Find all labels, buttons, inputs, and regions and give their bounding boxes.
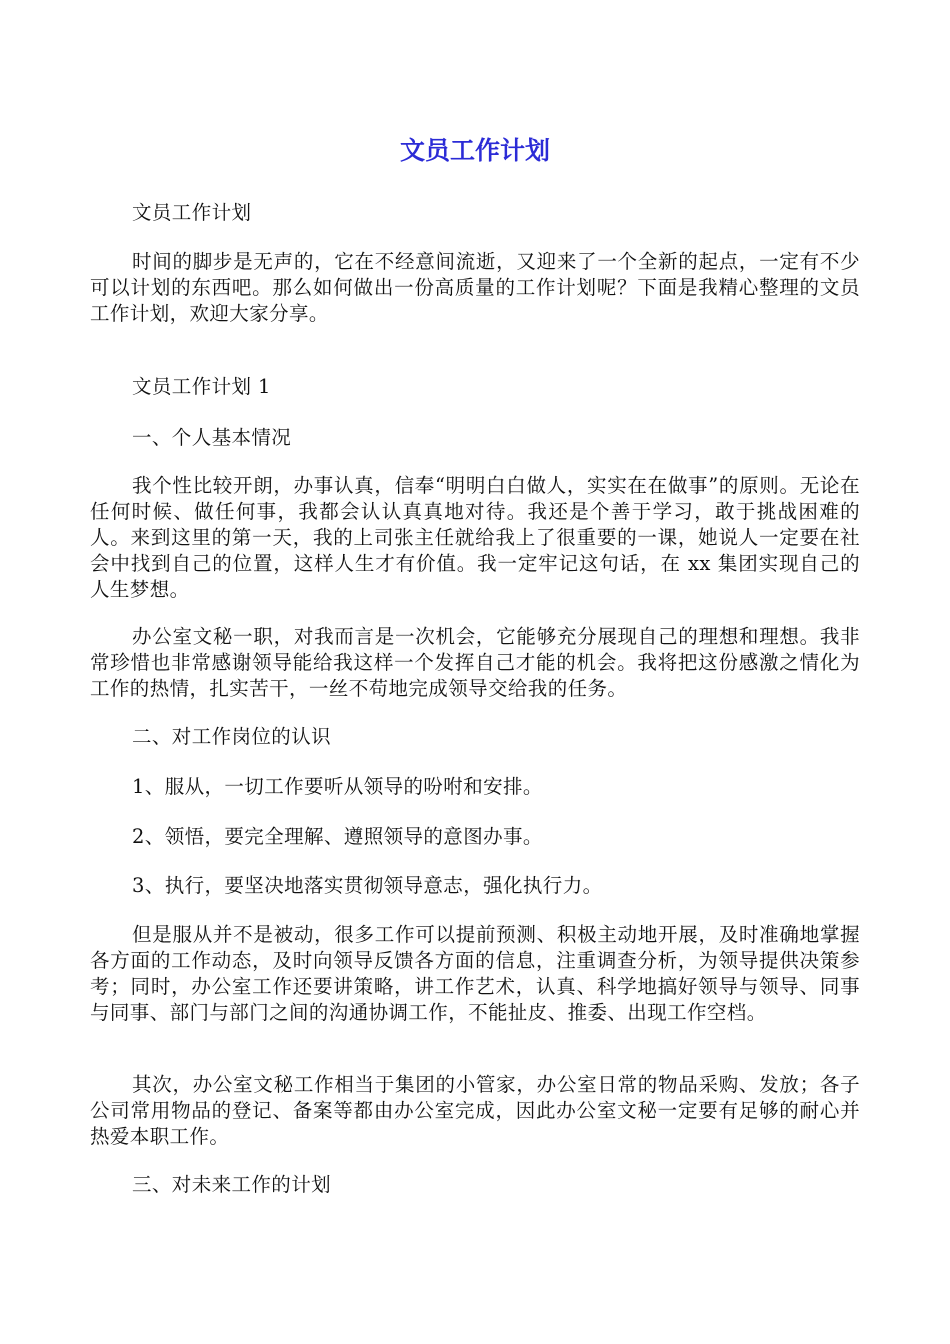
document-title: 文员工作计划 bbox=[399, 136, 550, 165]
plan-heading: 文员工作计划 1 bbox=[132, 375, 271, 398]
section-heading-1: 一、个人基本情况 bbox=[132, 426, 292, 449]
list-item-3: 3、执行，要坚决地落实贯彻领导意志，强化执行力。 bbox=[132, 874, 603, 897]
subtitle-paragraph: 文员工作计划 bbox=[132, 201, 252, 224]
body-paragraph-role: 办公室文秘一职，对我而言是一次机会，它能够充分展现自己的理想和理想。我非常珍惜也非常感谢领导能给我这样一个发挥自己才能的机会。我将把这份感激之情化为工作的热情，扎实苦干，一丝不苟地完成领导交给我的任务。 bbox=[90, 625, 860, 700]
body-paragraph-obedience: 但是服从并不是被动，很多工作可以提前预测、积极主动地开展，及时准确地掌握各方面的工作动态，及时向领导反馈各方面的信息，注重调查分析，为领导提供决策参考；同时，办公室工作还要讲策略，讲工作艺术，认真、科学地搞好领导与领导、同事与同事、部门与部门之间的沟通协调工作，不能扯皮、推委、出现工作空档。 bbox=[90, 923, 860, 1024]
list-item-2: 2、领悟，要完全理解、遵照领导的意图办事。 bbox=[132, 825, 543, 848]
section-heading-2: 二、对工作岗位的认识 bbox=[132, 725, 332, 748]
intro-paragraph: 时间的脚步是无声的，它在不经意间流逝，又迎来了一个全新的起点，一定有不少可以计划的东西吧。那么如何做出一份高质量的工作计划呢？下面是我精心整理的文员工作计划，欢迎大家分享。 bbox=[90, 250, 860, 325]
body-paragraph-housekeeper: 其次，办公室文秘工作相当于集团的小管家，办公室日常的物品采购、发放；各子公司常用物品的登记、备案等都由办公室完成，因此办公室文秘一定要有足够的耐心并热爱本职工作。 bbox=[90, 1073, 860, 1148]
list-item-1: 1、服从，一切工作要听从领导的吩咐和安排。 bbox=[132, 775, 543, 798]
section-heading-3: 三、对未来工作的计划 bbox=[132, 1173, 332, 1196]
body-paragraph-personal: 我个性比较开朗，办事认真，信奉“明明白白做人，实实在在做事”的原则。无论在任何时候、做任何事，我都会认认真真地对待。我还是个善于学习，敢于挑战困难的人。来到这里的第一天，我的上司张主任就给我上了很重要的一课，她说人一定要在社会中找到自己的位置，这样人生才有价值。我一定牢记这句话，在 xx 集团实现自己的人生梦想。 bbox=[90, 474, 860, 601]
